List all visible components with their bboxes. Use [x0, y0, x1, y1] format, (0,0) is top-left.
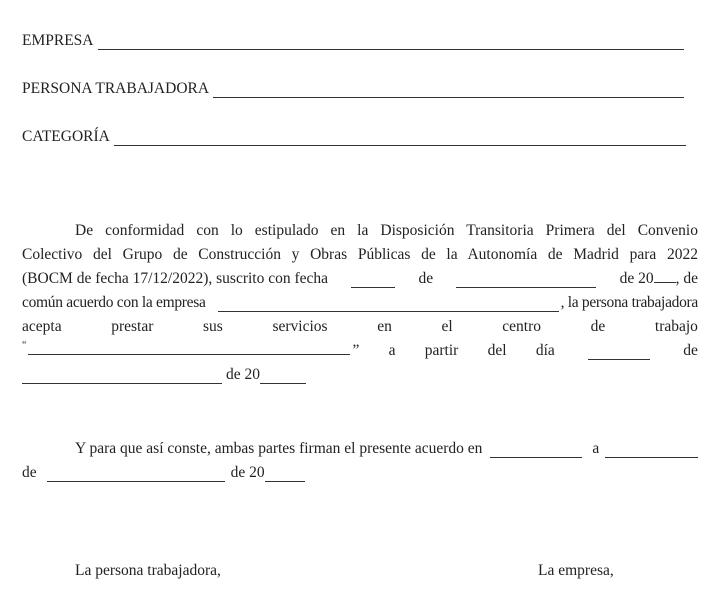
company-blank[interactable]	[218, 297, 559, 312]
empresa-field	[22, 30, 688, 50]
year-blank[interactable]	[654, 268, 676, 283]
text: De conformidad con lo estipulado en la Disposición Transitoria Primera del Convenio	[75, 222, 698, 239]
start-year-blank[interactable]	[260, 369, 306, 384]
sign-day-blank[interactable]	[605, 443, 698, 458]
word: día	[535, 342, 555, 359]
text: de	[418, 270, 434, 287]
p1-line-5	[22, 316, 698, 336]
text: Y para que así conste, ambas partes firman el presente acuerdo en	[75, 440, 483, 457]
text: a	[592, 440, 600, 457]
word: centro	[502, 318, 541, 335]
word: sus	[203, 318, 223, 335]
categoria-field	[22, 126, 690, 146]
day-blank[interactable]	[351, 273, 395, 288]
text: , la persona trabajadora	[560, 294, 698, 311]
p2-line-2	[22, 462, 698, 482]
start-month-blank[interactable]	[22, 369, 222, 384]
word: del	[487, 342, 507, 359]
persona-blank[interactable]	[213, 83, 684, 98]
text: de 20	[230, 464, 265, 481]
p1-line-2	[22, 244, 698, 264]
word: prestar	[111, 318, 154, 335]
p1-line-6	[22, 340, 698, 360]
worker-signature-label: La persona trabajadora,	[75, 562, 221, 579]
open-quote: “	[22, 340, 27, 351]
company-signature-label: La empresa,	[538, 562, 614, 579]
text: de 20	[619, 270, 654, 287]
persona-label: PERSONA TRABAJADORA	[22, 80, 210, 97]
p1-line-7	[22, 364, 698, 384]
sign-year-blank[interactable]	[265, 467, 305, 482]
start-day-blank[interactable]	[588, 345, 650, 360]
text: Colectivo del Grupo de Construcción y Obras Públicas de la Autonomía de Madrid para 2022	[22, 246, 698, 263]
place-blank[interactable]	[490, 443, 582, 458]
empresa-blank[interactable]	[98, 35, 685, 50]
text: , de	[675, 270, 698, 287]
word: el	[441, 318, 453, 335]
word: a	[388, 342, 396, 359]
word: partir	[424, 342, 459, 359]
word: de	[683, 342, 698, 359]
empresa-label: EMPRESA	[22, 32, 94, 49]
p1-line-4	[22, 292, 698, 312]
categoria-label: CATEGORÍA	[22, 128, 110, 145]
persona-field	[22, 78, 688, 98]
sign-month-blank[interactable]	[47, 467, 225, 482]
text: común acuerdo con la empresa	[22, 294, 206, 311]
word: trabajo	[654, 318, 698, 335]
categoria-blank[interactable]	[114, 131, 686, 146]
word: servicios	[272, 318, 328, 335]
text: de	[22, 464, 37, 481]
p2-line-1	[75, 438, 698, 458]
word: acepta	[22, 318, 62, 335]
p1-line-1	[75, 220, 698, 240]
month-blank[interactable]	[456, 273, 596, 288]
word: en	[377, 318, 392, 335]
close-quote: ”	[352, 342, 360, 359]
p1-line-3	[22, 268, 698, 288]
work-center-blank[interactable]	[28, 340, 350, 355]
word: de	[590, 318, 606, 335]
text: (BOCM de fecha 17/12/2022), suscrito con fecha	[22, 270, 329, 287]
text: de 20	[226, 366, 261, 383]
